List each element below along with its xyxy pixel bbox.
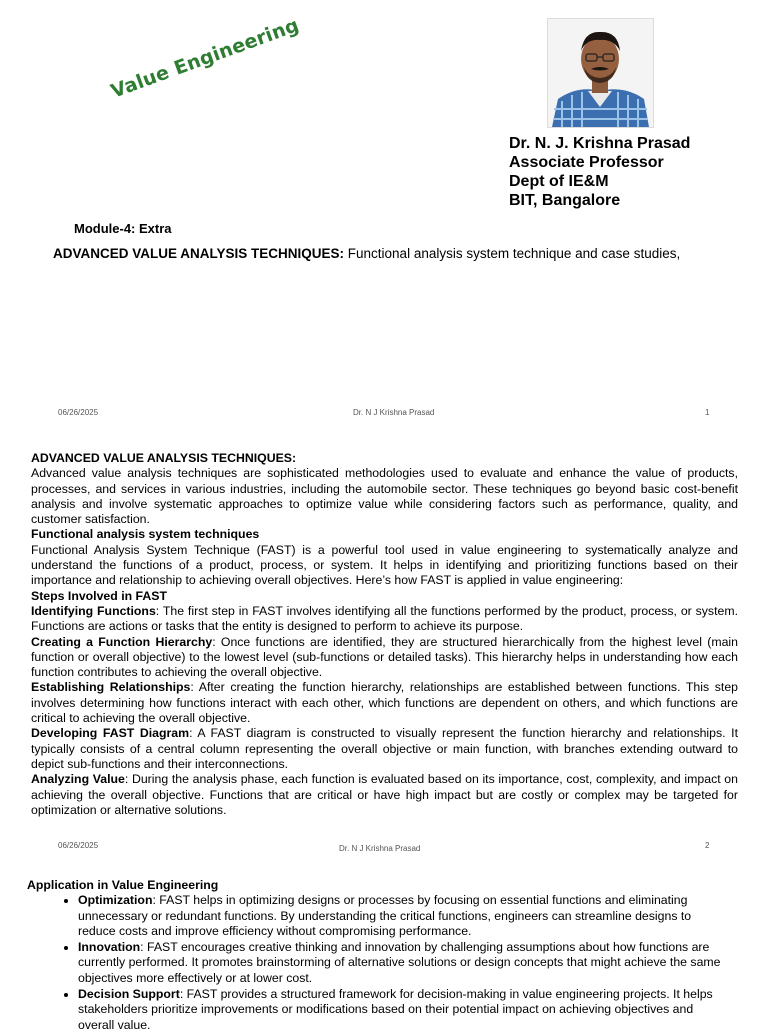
step-term: Creating a Function Hierarchy <box>31 634 213 649</box>
application-list <box>27 893 727 1033</box>
author-block <box>509 134 690 210</box>
footer-page-1: 1 <box>705 408 710 417</box>
fast-heading: Functional analysis system techniques <box>31 527 260 542</box>
author-photo <box>547 18 654 128</box>
page3-content <box>27 878 727 1034</box>
step-term: Developing FAST Diagram <box>31 726 190 741</box>
step-paragraph <box>31 726 738 772</box>
author-name: Dr. N. J. Krishna Prasad <box>509 135 691 152</box>
step-text: : After creating the function hierarchy, relationships are established between functions. This step involves determining how functions interact with each other, which functions are dependent on others, and which functions are critical to achieving the overall objective. <box>31 680 739 726</box>
step-text: : The first step in FAST involves identifying all the functions performed by the product, process, or system. Functions are actions or tasks that the entity is designed to perform to achieve its purpose. <box>31 603 738 634</box>
step-term: Identifying Functions <box>31 603 156 618</box>
step-term: Analyzing Value <box>31 772 125 787</box>
footer-date-1: 06/26/2025 <box>58 408 99 417</box>
step-paragraph <box>31 772 738 818</box>
item-text: : FAST helps in optimizing designs or processes by focusing on essential functions and eliminating unnecessary or redundant functions. By understanding the critical functions, engineers can streamline designs to reduce costs and improve efficiency without compromising performance. <box>78 893 692 938</box>
list-item <box>78 893 727 939</box>
step-text: : Once functions are identified, they are structured hierarchically from the highest level (main function or overall objective) to the lowest level (sub-functions or detailed tasks). This hierarchy helps in understanding how each function contributes to achieving the overall objective. <box>31 634 739 680</box>
author-dept: Dept of IE&M <box>509 173 609 190</box>
list-item <box>78 940 727 986</box>
item-term: Innovation <box>78 940 141 955</box>
value-engineering-logo: Value Engineering <box>108 14 302 103</box>
step-paragraph <box>31 604 738 635</box>
item-text: : FAST encourages creative thinking and innovation by challenging assumptions about how functions are currently performed. It promotes brainstorming of alternative solutions or design concepts that might achieve the same objectives more effectively or at lower cost. <box>78 940 721 985</box>
step-text: : A FAST diagram is constructed to visually represent the function hierarchy and relationships. It typically consists of a central column representing the overall objective or main function, with branches extending outward to depict sub-functions and their interconnections. <box>31 726 738 771</box>
item-term: Decision Support <box>78 987 180 1002</box>
item-term: Optimization <box>78 893 153 908</box>
footer-author-1: Dr. N J Krishna Prasad <box>353 408 435 417</box>
page2-content <box>31 451 738 818</box>
fast-intro: Functional Analysis System Technique (FAST) is a powerful tool used in value engineering to systematically analyze and understand the functions of a product, process, or system. It helps in identifying and prioritizing functions based on their importance and relationship to achieving overall objectives. Here’s how FAST is applied in value engineering: <box>31 542 738 588</box>
page1-heading <box>53 246 680 261</box>
step-term: Establishing Relationships <box>31 680 191 695</box>
application-heading: Application in Value Engineering <box>27 878 219 892</box>
footer-date-2: 06/26/2025 <box>58 841 99 850</box>
module-label: Module-4: Extra <box>74 221 172 236</box>
step-text: : During the analysis phase, each function is evaluated based on its importance, cost, complexity, and impact on achieving the overall objective. Functions that are critical or have high impact but are costly or complex may be targeted for optimization or alternative solutions. <box>31 772 738 817</box>
step-paragraph <box>31 635 738 681</box>
page2-intro: Advanced value analysis techniques are sophisticated methodologies used to evaluate and enhance the value of products, processes, and services in various industries, including the automobile sector. These techniques go beyond basic cost-benefit analysis and involve systematic approaches to optimize value while considering factors such as performance, quality, and customer satisfaction. <box>31 466 738 527</box>
footer-author-2: Dr. N J Krishna Prasad <box>339 844 421 853</box>
step-paragraph <box>31 680 738 726</box>
steps-heading: Steps Involved in FAST <box>31 588 167 603</box>
author-institute: BIT, Bangalore <box>509 192 621 209</box>
page2-title: ADVANCED VALUE ANALYSIS TECHNIQUES: <box>31 451 297 465</box>
footer-page-2: 2 <box>705 841 710 850</box>
page1-heading-rest: Functional analysis system technique and case studies, <box>344 246 681 261</box>
page1-heading-bold: ADVANCED VALUE ANALYSIS TECHNIQUES: <box>53 246 345 261</box>
item-text: : FAST provides a structured framework for decision-making in value engineering projects. It helps stakeholders prioritize improvements or modifications based on their potential impact on achieving objectives and overall value. <box>78 987 713 1032</box>
author-title: Associate Professor <box>509 154 664 171</box>
list-item <box>78 987 727 1033</box>
